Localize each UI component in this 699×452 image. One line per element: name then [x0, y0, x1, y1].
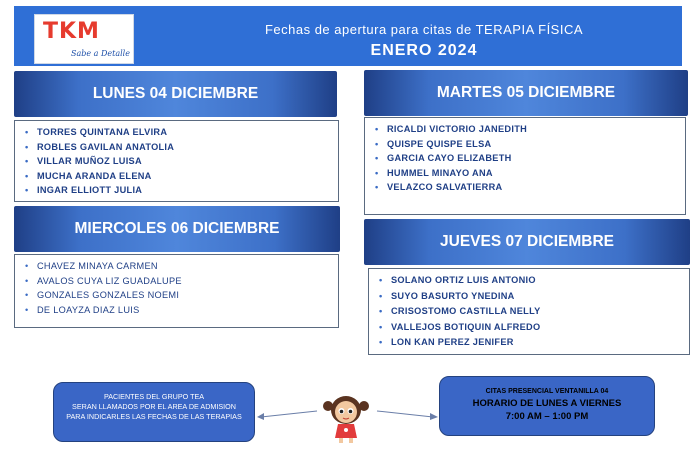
list-item: • HUMMEL MINAYO ANA: [375, 166, 685, 181]
patient-list-thursday: [368, 268, 690, 355]
list-item: • MUCHA ARANDA ELENA: [25, 169, 338, 184]
list-item: • INGAR ELLIOTT JULIA: [25, 183, 338, 198]
day-header-tuesday: MARTES 05 DICIEMBRE: [364, 70, 688, 116]
note-line: SERAN LLAMADOS POR EL AREA DE ADMISION: [72, 402, 236, 411]
logo-tagline: Sabe a Detalle: [71, 49, 130, 58]
schedule-note: [439, 376, 655, 436]
page-title: ENERO 2024: [370, 42, 478, 59]
list-item: • CRISOSTOMO CASTILLA NELLY: [379, 304, 689, 320]
day-header-thursday: JUEVES 07 DICIEMBRE: [364, 219, 690, 265]
list-item: • SUYO BASURTO YNEDINA: [379, 289, 689, 305]
list-item: • GONZALES GONZALES NOEMI: [25, 288, 338, 303]
list-item: • QUISPE QUISPE ELSA: [375, 137, 685, 152]
day-header-monday: LUNES 04 DICIEMBRE: [14, 71, 337, 117]
note-line: PARA INDICARLES LAS FECHAS DE LAS TERAPIAS: [66, 412, 242, 421]
note-line: 7:00 AM – 1:00 PM: [505, 411, 589, 422]
list-item: • DE LOAYZA DIAZ LUIS: [25, 303, 338, 318]
list-item: • VILLAR MUÑOZ LUISA: [25, 154, 338, 169]
patient-list-wednesday: [14, 254, 339, 328]
day-header-wednesday: MIERCOLES 06 DICIEMBRE: [14, 206, 340, 252]
list-item: • VALLEJOS BOTIQUIN ALFREDO: [379, 320, 689, 336]
list-item: • ROBLES GAVILAN ANATOLIA: [25, 140, 338, 155]
list-item: • RICALDI VICTORIO JANEDITH: [375, 122, 685, 137]
list-item: • AVALOS CUYA LIZ GUADALUPE: [25, 274, 338, 289]
page-subtitle: Fechas de apertura para citas de TERAPIA FÍSICA: [264, 22, 584, 37]
list-item: • VELAZCO SALVATIERRA: [375, 180, 685, 195]
mascot-doll-icon: [316, 392, 376, 444]
patient-list-monday: [14, 120, 339, 202]
top-banner: [14, 6, 682, 66]
note-line: CITAS PRESENCIAL VENTANILLA 04: [485, 388, 609, 395]
list-item: • GARCIA CAYO ELIZABETH: [375, 151, 685, 166]
list-item: • SOLANO ORTIZ LUIS ANTONIO: [379, 273, 689, 289]
arrow-right-icon: [377, 411, 438, 420]
tea-group-note: [53, 382, 255, 442]
patient-list-tuesday: [364, 117, 686, 215]
arrow-left-icon: [257, 411, 317, 420]
list-item: • LON KAN PEREZ JENIFER: [379, 335, 689, 351]
note-line: HORARIO DE LUNES A VIERNES: [472, 398, 622, 409]
note-line: PACIENTES DEL GRUPO TEA: [103, 392, 205, 401]
logo: [34, 14, 134, 64]
list-item: • TORRES QUINTANA ELVIRA: [25, 125, 338, 140]
logo-text: TKM: [43, 19, 100, 44]
list-item: • CHAVEZ MINAYA CARMEN: [25, 259, 338, 274]
